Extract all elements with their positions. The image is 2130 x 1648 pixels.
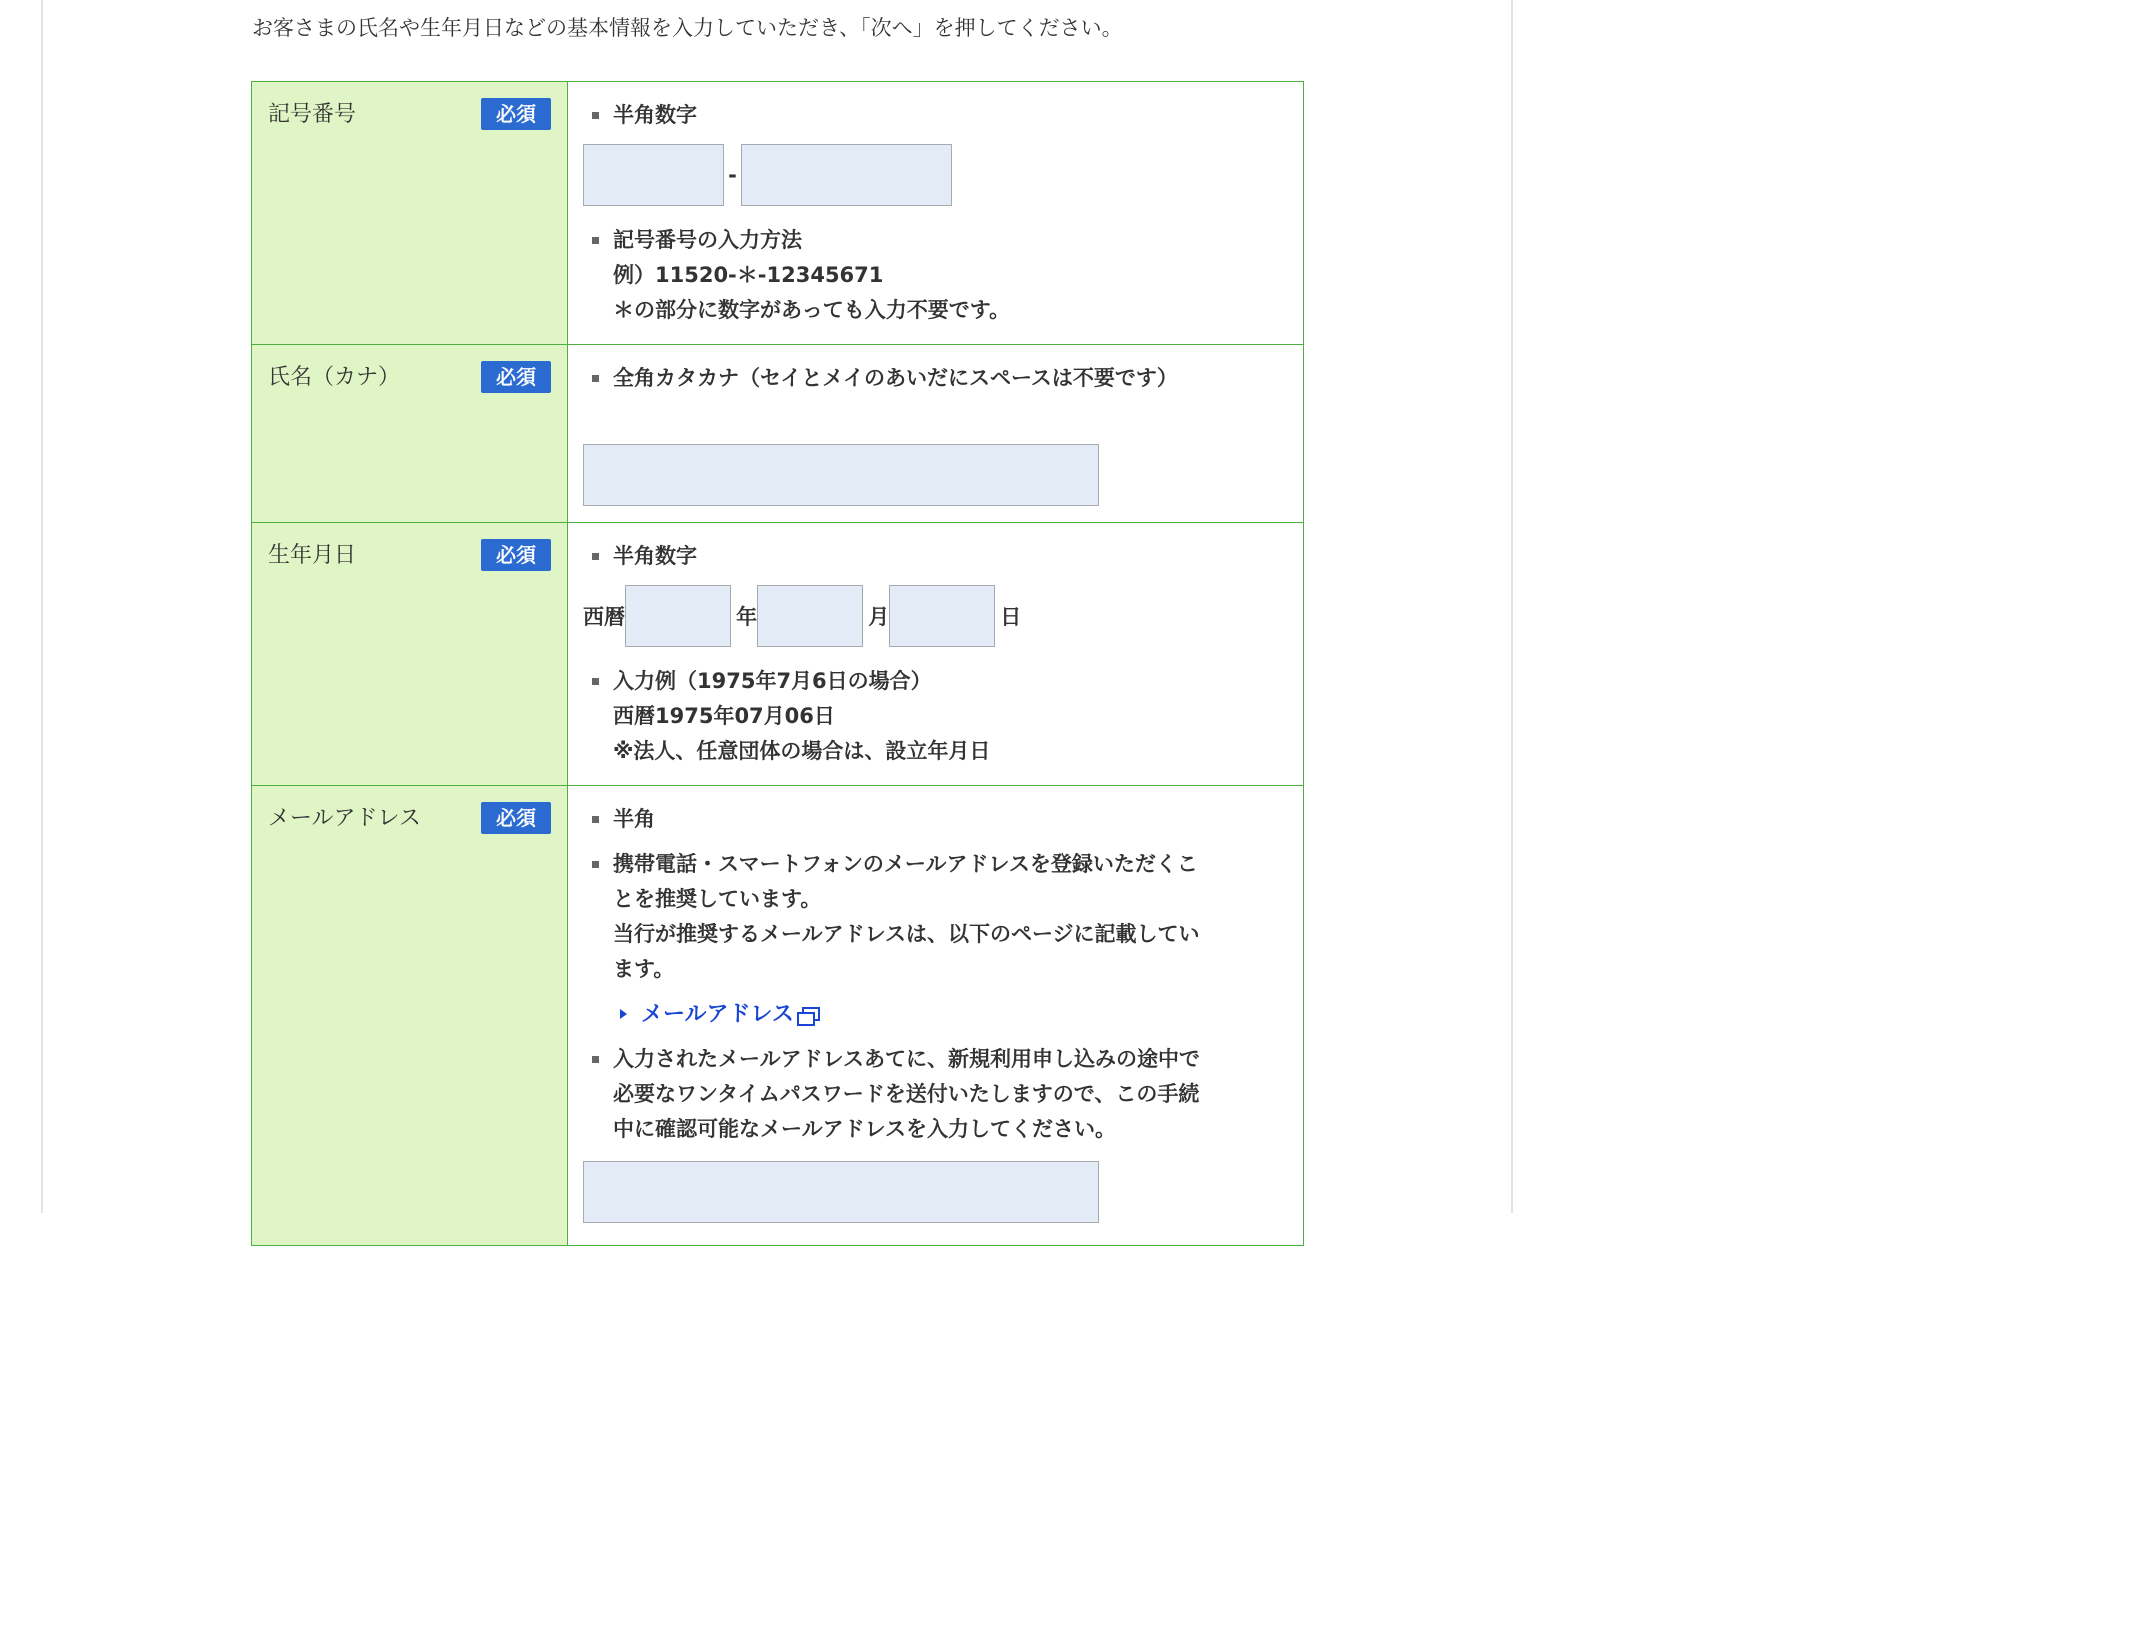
howto-example: 例）11520-＊-12345671 <box>613 263 884 287</box>
required-badge: 必須 <box>481 361 551 393</box>
birth-year-input[interactable] <box>625 585 731 647</box>
intro-text: お客さまの氏名や生年月日などの基本情報を入力していただき、「次へ」を押してください。 <box>252 16 1123 40</box>
basic-info-form <box>251 81 1304 1246</box>
howto-title: 記号番号の入力方法 <box>613 228 802 252</box>
howto-note: ＊の部分に数字があっても入力不要です。 <box>613 298 1011 322</box>
month-unit-label: 月 <box>868 605 890 629</box>
email-info-link-text[interactable]: メールアドレス <box>641 1002 794 1027</box>
value-cell-name-kana <box>568 345 1304 523</box>
label-cell-name-kana <box>252 345 568 523</box>
field-label-email: メールアドレス <box>268 806 421 831</box>
hint-mobile-recommended <box>583 847 1287 987</box>
field-label-birthdate: 生年月日 <box>268 543 357 568</box>
value-cell-email <box>568 786 1304 1246</box>
label-cell-account-number <box>252 82 568 345</box>
year-unit-label: 年 <box>736 605 758 629</box>
form-row-birthdate <box>252 523 1304 786</box>
hint-line: 入力されたメールアドレスあてに、新規利用申し込みの途中で <box>613 1047 1200 1071</box>
form-row-account-number <box>252 82 1304 345</box>
example-value: 西暦1975年07月06日 <box>613 704 835 728</box>
hint-line: 必要なワンタイムパスワードを送付いたしますので、この手続 <box>613 1082 1200 1106</box>
hint-birth-example <box>583 664 1287 769</box>
hint-otp-notice <box>583 1042 1287 1147</box>
field-label-account-number: 記号番号 <box>268 102 357 127</box>
account-number-input[interactable] <box>741 144 952 206</box>
hint-line: 当行が推奨するメールアドレスは、以下のページに記載してい <box>613 922 1200 946</box>
required-badge: 必須 <box>481 802 551 834</box>
hint-halfwidth-digits: 半角数字 <box>583 98 1287 133</box>
email-info-link[interactable] <box>583 997 1287 1032</box>
value-cell-account-number <box>568 82 1304 345</box>
hint-halfwidth-digits: 半角数字 <box>583 539 1287 574</box>
account-symbol-input[interactable] <box>583 144 724 206</box>
hint-account-howto <box>583 223 1287 328</box>
label-cell-birthdate <box>252 523 568 786</box>
link-arrow-icon <box>620 1009 627 1019</box>
hint-halfwidth: 半角 <box>583 802 1287 837</box>
required-badge: 必須 <box>481 98 551 130</box>
form-row-email <box>252 786 1304 1246</box>
example-title: 入力例（1975年7月6日の場合） <box>613 669 932 693</box>
name-kana-input[interactable] <box>583 444 1099 506</box>
era-label: 西暦 <box>583 605 625 629</box>
external-window-icon <box>796 1006 818 1024</box>
required-badge: 必須 <box>481 539 551 571</box>
hint-line: とを推奨しています。 <box>613 887 822 911</box>
hint-line: 中に確認可能なメールアドレスを入力してください。 <box>613 1117 1116 1141</box>
account-separator: - <box>728 163 737 187</box>
day-unit-label: 日 <box>1000 605 1022 629</box>
page-border-right <box>1511 0 1513 1213</box>
example-note: ※法人、任意団体の場合は、設立年月日 <box>613 739 991 763</box>
email-input[interactable] <box>583 1161 1099 1223</box>
page-border-left <box>41 0 43 1213</box>
field-label-name-kana: 氏名（カナ） <box>268 365 401 390</box>
value-cell-birthdate <box>568 523 1304 786</box>
form-row-name-kana <box>252 345 1304 523</box>
birth-day-input[interactable] <box>889 585 995 647</box>
hint-line: ます。 <box>613 957 675 981</box>
label-cell-email <box>252 786 568 1246</box>
hint-line: 携帯電話・スマートフォンのメールアドレスを登録いただくこ <box>613 852 1198 876</box>
hint-fullwidth-katakana: 全角カタカナ（セイとメイのあいだにスペースは不要です） <box>583 361 1287 396</box>
birth-month-input[interactable] <box>757 585 863 647</box>
